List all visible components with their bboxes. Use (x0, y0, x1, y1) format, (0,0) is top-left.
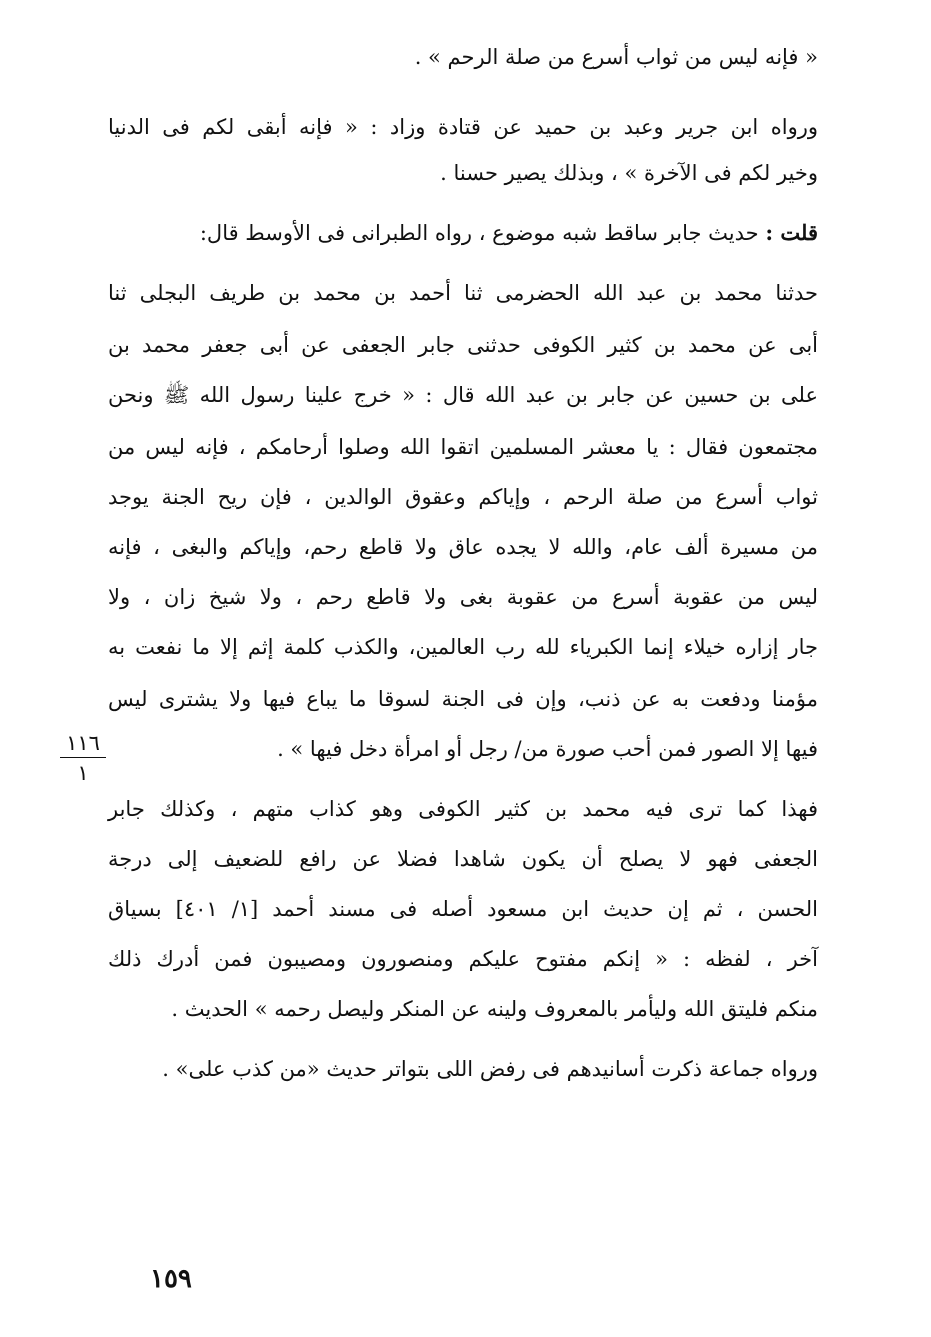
text-line-19: منكم فليتق الله وليأمر بالمعروف ولينه عن المنكر وليصل رحمه » الحديث . (171, 997, 818, 1021)
folio-number: ١١٦ (60, 730, 106, 758)
text-line-4 (200, 218, 818, 248)
text-line-13: مؤمنا ودفعت به عن ذنب، وإن فى الجنة لسوقا ما يباع فيها ولا يشترى ليس (108, 687, 818, 711)
text-line-10: من مسيرة ألف عام، والله لا يجده عاق ولا قاطع رحم، وإياكم والبغى ، فإنه (108, 535, 818, 559)
heading-word: قلت : (765, 220, 818, 245)
text-line-18: آخر ، لفظه : « إنكم مفتوح عليكم ومنصورون ومصيبون فمن أدرك ذلك (108, 947, 818, 971)
text-line-20: ورواه جماعة ذكرت أسانيدهم فى رفض اللى بتواتر حديث «من كذب على» . (162, 1057, 818, 1081)
folio-side: ١ (77, 761, 89, 785)
text-line-1: « فإنه ليس من ثواب أسرع من صلة الرحم » . (414, 45, 818, 69)
text-line-4-body: حديث جابر ساقط شبه موضوع ، رواه الطبرانى فى الأوسط قال: (199, 221, 759, 245)
text-line-8: مجتمعون فقال : يا معشر المسلمين اتقوا الله وصلوا أرحامكم ، فإنه ليس من (108, 435, 818, 459)
text-line-17: الحسن ، ثم إن حديث ابن مسعود أصله فى مسند أحمد [١/ ٤٠١] بسياق (108, 897, 818, 921)
text-line-16: الجعفى فهو لا يصلح أن يكون شاهدا فضلا عن رافع للضعيف إلى درجة (108, 847, 818, 871)
text-line-12: جار إزاره خيلاء إنما الكبرياء لله رب العالمين، والكذب كلمة إثم إلا ما نفعت به (108, 635, 818, 659)
text-line-5: حدثنا محمد بن عبد الله الحضرمى ثنا أحمد بن محمد بن طريف البجلى ثنا (108, 281, 818, 305)
text-line-15: فهذا كما ترى فيه محمد بن كثير الكوفى وهو كذاب متهم ، وكذلك جابر (108, 797, 818, 821)
text-line-9: ثواب أسرع من صلة الرحم ، وإياكم وعقوق الوالدين ، فإن ريح الجنة يوجد (108, 485, 818, 509)
page-number: ١٥٩ (150, 1264, 192, 1294)
text-line-3: وخير لكم فى الآخرة » ، وبذلك يصير حسنا . (440, 161, 818, 185)
text-line-14: فيها إلا الصور فمن أحب صورة من/ رجل أو امرأة دخل فيها » . (277, 737, 818, 761)
manuscript-folio-note (60, 730, 106, 786)
text-line-2: ورواه ابن جرير وعبد بن حميد عن قتادة وزاد : « فإنه أبقى لكم فى الدنيا (108, 115, 818, 139)
text-line-7: على بن حسين عن جابر بن عبد الله قال : « خرج علينا رسول الله ﷺ ونحن (108, 383, 818, 407)
text-line-6: أبى عن محمد بن كثير الكوفى حدثنى جابر الجعفى عن أبى جعفر محمد بن (108, 333, 818, 357)
text-line-11: ليس من عقوبة أسرع من عقوبة بغى ولا قاطع رحم ، ولا شيخ زان ، ولا (108, 585, 818, 609)
